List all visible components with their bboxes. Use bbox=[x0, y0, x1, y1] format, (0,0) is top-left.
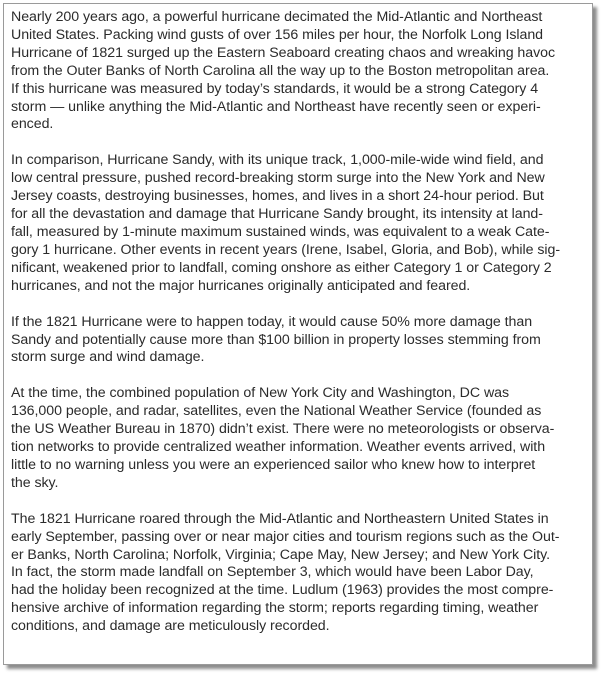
text-line: United States. Packing wind gusts of over 156 miles per hour, the Norfolk Long Island bbox=[11, 26, 544, 43]
text-line: The 1821 Hurricane roared through the Mid-Atlantic and Northeastern United States in bbox=[11, 510, 549, 527]
text-line: If the 1821 Hurricane were to happen today, it would cause 50% more damage than bbox=[11, 313, 533, 330]
text-line: gory 1 hurricane. Other events in recent years (Irene, Isabel, Gloria, and Bob), while sig- bbox=[11, 241, 561, 258]
text-line: storm — unlike anything the Mid-Atlantic and Northeast have recently seen or experi- bbox=[11, 98, 541, 115]
text-line: for all the devastation and damage that Hurricane Sandy brought, its intensity at land- bbox=[11, 206, 543, 223]
text-line: nificant, weakened prior to landfall, coming onshore as either Category 1 or Category 2 bbox=[11, 259, 552, 276]
paragraph-1 bbox=[11, 9, 583, 134]
text-line: tion networks to provide centralized weather information. Weather events arrived, with bbox=[11, 439, 546, 456]
text-line: At the time, the combined population of New York City and Washington, DC was bbox=[11, 385, 510, 402]
paragraph-2 bbox=[11, 152, 583, 295]
text-line: Hurricane of 1821 surged up the Eastern Seaboard creating chaos and wreaking havoc bbox=[11, 44, 556, 61]
text-line: er Banks, North Carolina; Norfolk, Virginia; Cape May, New Jersey; and New York City. bbox=[11, 546, 551, 563]
text-line: low central pressure, pushed record-breaking storm surge into the New York and New bbox=[11, 170, 545, 187]
text-line: In comparison, Hurricane Sandy, with its unique track, 1,000-mile-wide wind field, and bbox=[11, 152, 544, 169]
text-line: Sandy and potentially cause more than $100 billion in property losses stemming from bbox=[11, 331, 541, 348]
text-line: hurricanes, and not the major hurricanes originally anticipated and feared. bbox=[11, 277, 471, 294]
paragraph-5 bbox=[11, 511, 583, 636]
text-line: had the holiday been recognized at the time. Ludlum (1963) provides the most compre- bbox=[11, 582, 554, 599]
paragraph-3 bbox=[11, 314, 583, 368]
text-line: the sky. bbox=[11, 474, 59, 491]
text-line: Nearly 200 years ago, a powerful hurricane decimated the Mid-Atlantic and Northeast bbox=[11, 9, 543, 25]
text-line: conditions, and damage are meticulously recorded. bbox=[11, 618, 330, 635]
text-line: 136,000 people, and radar, satellites, even the National Weather Service (founded as bbox=[11, 403, 542, 420]
text-line: If this hurricane was measured by today’s standards, it would be a strong Category 4 bbox=[11, 80, 539, 97]
text-line: little to no warning unless you were an experienced sailor who knew how to interpret bbox=[11, 456, 536, 473]
document-frame bbox=[3, 3, 593, 665]
text-line: the US Weather Bureau in 1870) didn’t exist. There were no meteorologists or observa- bbox=[11, 421, 555, 438]
text-line: storm surge and wind damage. bbox=[11, 349, 205, 366]
text-line: hensive archive of information regarding the storm; reports regarding timing, weather bbox=[11, 600, 539, 617]
article-body bbox=[11, 9, 583, 654]
paragraph-4 bbox=[11, 385, 583, 492]
text-line: from the Outer Banks of North Carolina all the way up to the Boston metropolitan area. bbox=[11, 62, 550, 79]
text-line: enced. bbox=[11, 116, 54, 133]
text-line: Jersey coasts, destroying businesses, homes, and lives in a short 24-hour period. But bbox=[11, 188, 544, 205]
text-line: fall, measured by 1-minute maximum sustained winds, was equivalent to a weak Cate- bbox=[11, 223, 550, 240]
text-line: early September, passing over or near major cities and tourism regions such as the Out- bbox=[11, 528, 560, 545]
text-line: In fact, the storm made landfall on September 3, which would have been Labor Day, bbox=[11, 564, 534, 581]
